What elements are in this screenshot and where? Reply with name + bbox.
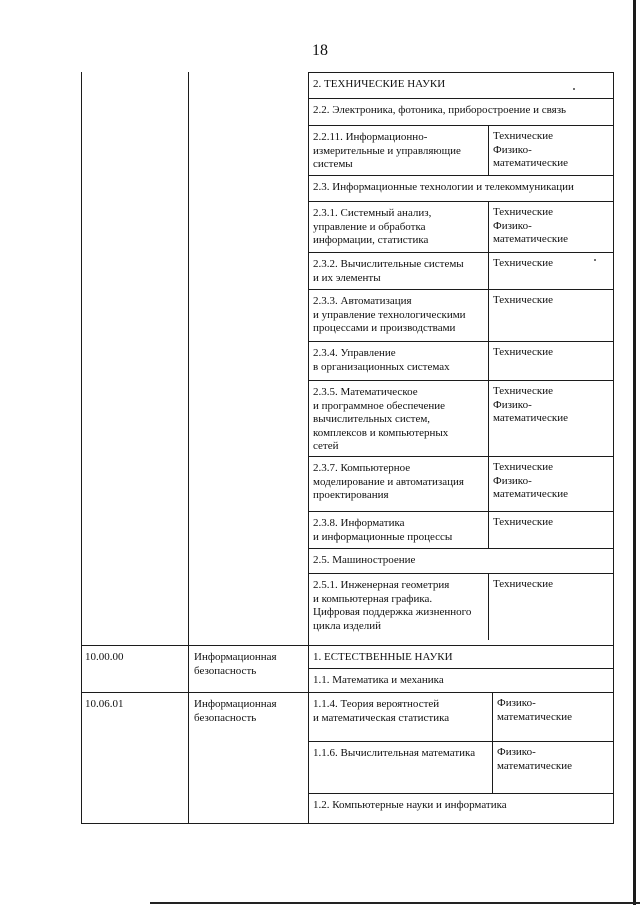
column-divider-name-specialty (308, 72, 309, 823)
row-divider (308, 793, 614, 794)
specialty-cell (313, 517, 485, 544)
specialty-cell-line: системы (313, 158, 353, 171)
science-branch-cell-line: Технические (493, 578, 553, 590)
row-divider (308, 98, 614, 99)
branch-column-divider (488, 289, 489, 341)
science-branch-cell-line: Технические (493, 461, 553, 473)
specialty-cell-line: и компьютерная графика. (313, 592, 433, 605)
science-branch-cell-line: математические (497, 759, 573, 772)
program-name-cell (194, 651, 304, 678)
row-divider (308, 341, 614, 342)
science-branch-cell-line: математические (497, 710, 573, 723)
row-divider (308, 645, 614, 646)
science-branch-cell (493, 206, 610, 247)
specialty-cell (313, 747, 489, 761)
branch-column-divider (488, 380, 489, 456)
specialty-cell-line: и их элементы (313, 271, 381, 284)
table-border-right (613, 72, 614, 98)
specialty-cell-line: 2.3.3. Автоматизация (313, 295, 412, 307)
specialty-cell-line: сетей (313, 440, 339, 453)
specialty-cell-line: 1.1.4. Теория вероятностей (313, 698, 440, 710)
specialty-cell (313, 698, 489, 725)
science-branch-cell-line: Физико- (493, 474, 532, 487)
specialty-cell-line: измерительные и управляющие (313, 144, 461, 157)
specialty-cell-line: комплексов и компьютерных (313, 426, 449, 439)
science-branch-cell-line: Физико- (497, 746, 536, 758)
science-branch-cell-line: Технические (493, 385, 553, 397)
row-divider (308, 456, 614, 457)
science-branch-cell-line: Технические (493, 130, 553, 142)
branch-column-divider (488, 252, 489, 289)
branch-column-divider (488, 341, 489, 380)
science-branch-cell (493, 257, 610, 271)
specialty-cell-line: 2.5.1. Инженерная геометрия (313, 579, 450, 591)
science-branch-cell (493, 130, 610, 171)
branch-column-divider (492, 741, 493, 793)
specialty-cell-line: проектирования (313, 489, 389, 502)
row-divider (308, 380, 614, 381)
specialty-cell-line: 2.3.7. Компьютерное (313, 462, 411, 474)
specialty-cell-line: 2.3.4. Управление (313, 347, 396, 359)
science-branch-cell-line: Технические (493, 257, 553, 269)
specialty-cell (313, 207, 485, 248)
specialty-cell (313, 131, 485, 172)
specialty-cell-line: 2.2.11. Информационно- (313, 131, 428, 143)
table-border-right (613, 98, 614, 823)
row-divider (308, 175, 614, 176)
science-branch-cell (493, 578, 610, 592)
specialty-cell-line: вычислительных систем, (313, 413, 431, 426)
program-name-cell-line: Информационная (194, 698, 277, 710)
specialty-cell-line: 2.2. Электроника, фотоника, приборостроение и связь (313, 104, 567, 116)
program-name-cell (194, 698, 304, 725)
specialty-cell-line: 2.3.1. Системный анализ, (313, 207, 432, 219)
specialty-cell-line: 1. ЕСТЕСТВЕННЫЕ НАУКИ (313, 651, 453, 663)
science-branch-cell (497, 697, 610, 724)
program-code-cell-line: 10.06.01 (85, 698, 124, 710)
program-code-cell (85, 698, 184, 712)
specialty-cell-line: цикла изделий (313, 619, 382, 632)
specialty-cell-line: и программное обеспечение (313, 399, 446, 412)
branch-column-divider (492, 692, 493, 741)
program-code-cell-line: 10.00.00 (85, 651, 124, 663)
specialty-cell-line: процессами и производствами (313, 322, 456, 335)
branch-column-divider (488, 125, 489, 175)
specialty-cell-line: 2.3.8. Информатика (313, 517, 405, 529)
science-branch-cell-line: Физико- (493, 143, 532, 156)
science-branch-cell-line: Физико- (497, 697, 536, 709)
science-branch-cell-line: математические (493, 488, 569, 501)
specialty-cell (313, 799, 610, 813)
scan-edge-right (633, 0, 636, 905)
branch-column-divider (488, 511, 489, 548)
row-divider (308, 125, 614, 126)
scan-edge-bottom (150, 902, 640, 904)
science-branch-cell-line: Технические (493, 206, 553, 218)
specialty-cell-line: 1.2. Компьютерные науки и информатика (313, 799, 507, 811)
scan-speck (573, 88, 575, 90)
specialty-cell-line: моделирование и автоматизация (313, 475, 464, 488)
row-divider (308, 741, 614, 742)
specialty-cell-line: Цифровая поддержка жизненного (313, 606, 472, 619)
science-branch-cell-line: Технические (493, 516, 553, 528)
specialty-cell (313, 674, 610, 688)
science-branch-cell (493, 461, 610, 502)
specialty-cell-line: информации, статистика (313, 234, 429, 247)
row-divider-code (81, 645, 308, 646)
row-divider (308, 511, 614, 512)
specialty-cell (313, 651, 610, 665)
column-divider-code-name (188, 72, 189, 823)
branch-column-divider (488, 573, 489, 640)
specialty-cell (313, 181, 610, 195)
specialty-cell-line: и информационные процессы (313, 530, 453, 543)
row-divider (308, 289, 614, 290)
specialty-cell-line: 2.5. Машиностроение (313, 554, 416, 566)
specialty-cell-line: 2. ТЕХНИЧЕСКИЕ НАУКИ (313, 78, 446, 90)
specialty-cell-line: и математическая статистика (313, 711, 450, 724)
program-name-cell-line: безопасность (194, 711, 257, 724)
row-divider (308, 692, 614, 693)
specialty-cell (313, 104, 610, 118)
science-branch-cell-line: Технические (493, 294, 553, 306)
row-divider (308, 573, 614, 574)
science-branch-cell (497, 746, 610, 773)
specialty-cell-line: и управление технологическими (313, 308, 466, 321)
table-border-left (81, 72, 82, 823)
specialty-cell-line: 2.3.5. Математическое (313, 386, 418, 398)
specialty-cell (313, 258, 485, 285)
row-divider (308, 201, 614, 202)
specialty-cell (313, 462, 485, 503)
row-divider (308, 252, 614, 253)
science-branch-cell-line: Технические (493, 346, 553, 358)
row-divider-code (81, 692, 308, 693)
specialty-cell (313, 295, 485, 336)
science-branch-cell-line: математические (493, 412, 569, 425)
specialty-cell-line: 2.3.2. Вычислительные системы (313, 258, 464, 270)
science-branch-cell-line: математические (493, 233, 569, 246)
science-branch-cell (493, 346, 610, 360)
table-border-top (308, 72, 614, 73)
science-branch-cell-line: Физико- (493, 398, 532, 411)
science-branch-cell-line: математические (493, 157, 569, 170)
specialty-cell-line: управление и обработка (313, 220, 426, 233)
row-divider (308, 668, 614, 669)
row-divider (308, 548, 614, 549)
program-name-cell-line: безопасность (194, 664, 257, 677)
specialty-cell-line: в организационных системах (313, 360, 450, 373)
science-branch-cell-line: Физико- (493, 219, 532, 232)
specialty-cell-line: 2.3. Информационные технологии и телекоммуникации (313, 181, 574, 193)
science-branch-cell (493, 294, 610, 308)
specialty-cell (313, 78, 610, 92)
specialty-cell (313, 554, 610, 568)
page-number: 18 (312, 42, 328, 59)
specialty-cell-line: 1.1.6. Вычислительная математика (313, 747, 476, 759)
science-branch-cell (493, 516, 610, 530)
specialty-cell-line: 1.1. Математика и механика (313, 674, 444, 686)
program-name-cell-line: Информационная (194, 651, 277, 663)
scan-speck (594, 259, 596, 261)
science-branch-cell (493, 385, 610, 426)
branch-column-divider (488, 201, 489, 252)
branch-column-divider (488, 456, 489, 511)
program-code-cell (85, 651, 184, 665)
table-border-bottom (81, 823, 614, 824)
specialty-cell (313, 579, 485, 633)
specialty-cell (313, 347, 485, 374)
specialty-cell (313, 386, 485, 454)
